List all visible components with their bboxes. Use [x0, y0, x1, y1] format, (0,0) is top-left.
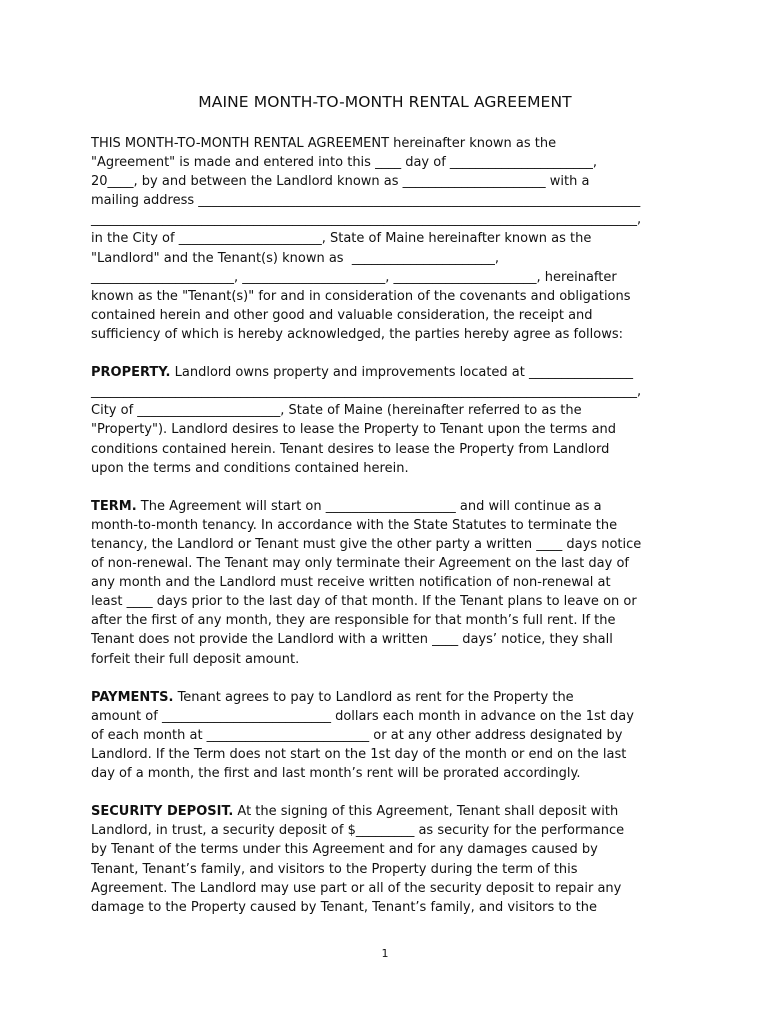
payments-line: day of a month, the first and last month’s rent will be prorated accordingly. — [91, 766, 581, 782]
term-section — [91, 497, 691, 669]
page-number: 1 — [381, 947, 389, 960]
term-line: any month and the Landlord must receive written notification of non-renewal at — [91, 575, 611, 591]
property-first-line-text: Landlord owns property and improvements located at ________________ — [170, 365, 633, 381]
payments-line: Landlord. If the Term does not start on the 1st day of the month or end on the last — [91, 747, 627, 762]
intro-line: "Landlord" and the Tenant(s) known as ______________________, — [91, 250, 499, 266]
term-line: of non-renewal. The Tenant may only terminate their Agreement on the last day of — [91, 556, 629, 572]
property-line: City of ______________________, State of Maine (hereinafter referred to as the — [91, 403, 582, 419]
term-line: after the first of any month, they are responsible for that month’s full rent. If the — [91, 613, 616, 629]
property-first-line — [91, 363, 691, 382]
intro-line: "Agreement" is made and entered into this ____ day of ______________________, — [91, 155, 598, 171]
paragraph-gap — [91, 669, 691, 688]
security-deposit-section — [91, 802, 691, 917]
intro-line: mailing address ____________________________________________________________________ — [91, 193, 641, 209]
payments-first-line — [91, 688, 691, 707]
paragraph-gap — [91, 344, 691, 363]
intro-line: 20____, by and between the Landlord known as ______________________ with a — [91, 174, 590, 190]
document-title: MAINE MONTH-TO-MONTH RENTAL AGREEMENT — [198, 93, 572, 111]
paragraph-gap — [91, 783, 691, 802]
intro-line: sufficiency of which is hereby acknowledged, the parties hereby agree as follows: — [91, 326, 623, 342]
term-first-line-text: The Agreement will start on ____________________ and will continue as a — [136, 498, 602, 514]
intro-line: ______________________, ______________________, ______________________, hereinafter — [91, 269, 617, 285]
intro-line: THIS MONTH-TO-MONTH RENTAL AGREEMENT hereinafter known as the — [91, 136, 557, 151]
intro-paragraph — [91, 134, 691, 344]
payments-line: amount of __________________________ dollars each month in advance on the 1st day — [91, 708, 634, 724]
intro-line: in the City of ______________________, State of Maine hereinafter known as the — [91, 231, 592, 247]
property-section — [91, 363, 691, 478]
intro-line: ____________________________________________________________________________________, — [91, 212, 642, 228]
term-line: month-to-month tenancy. In accordance with the State Statutes to terminate the — [91, 517, 618, 533]
security-deposit-line: Agreement. The Landlord may use part or all of the security deposit to repair any — [91, 880, 622, 896]
property-line: conditions contained herein. Tenant desires to lease the Property from Landlord — [91, 441, 610, 457]
term-line: Tenant does not provide the Landlord with a written ____ days’ notice, they shall — [91, 632, 613, 648]
term-line: forfeit their full deposit amount. — [91, 651, 300, 667]
term-line: least ____ days prior to the last day of that month. If the Tenant plans to leave on or — [91, 594, 637, 610]
security-deposit-first-line — [91, 802, 691, 821]
property-line: ____________________________________________________________________________________, — [91, 384, 642, 400]
security-deposit-line: damage to the Property caused by Tenant, Tenant’s family, and visitors to the — [91, 899, 597, 915]
security-deposit-first-line-text: At the signing of this Agreement, Tenant shall deposit with — [233, 804, 619, 820]
paragraph-gap — [91, 478, 691, 497]
property-heading: PROPERTY. — [91, 365, 171, 381]
intro-line: contained herein and other good and valuable consideration, the receipt and — [91, 307, 593, 323]
intro-line: known as the "Tenant(s)" for and in consideration of the covenants and obligations — [91, 288, 631, 304]
term-heading: TERM. — [91, 498, 137, 514]
term-line: tenancy, the Landlord or Tenant must give the other party a written ____ days notice — [91, 536, 642, 552]
security-deposit-line: Landlord, in trust, a security deposit of $_________ as security for the performance — [91, 823, 625, 839]
property-line: upon the terms and conditions contained herein. — [91, 460, 409, 476]
security-deposit-line: Tenant, Tenant’s family, and visitors to the Property during the term of this — [91, 861, 578, 877]
term-first-line — [91, 497, 691, 516]
security-deposit-line: by Tenant of the terms under this Agreement and for any damages caused by — [91, 842, 598, 858]
payments-heading: PAYMENTS. — [91, 689, 174, 705]
document-body — [91, 134, 691, 917]
payments-line: of each month at _________________________ or at any other address designated by — [91, 727, 623, 743]
property-line: "Property"). Landlord desires to lease the Property to Tenant upon the terms and — [91, 422, 617, 438]
payments-section — [91, 688, 691, 783]
payments-first-line-text: Tenant agrees to pay to Landlord as rent for the Property the — [173, 689, 574, 705]
security-deposit-heading: SECURITY DEPOSIT. — [91, 804, 234, 820]
